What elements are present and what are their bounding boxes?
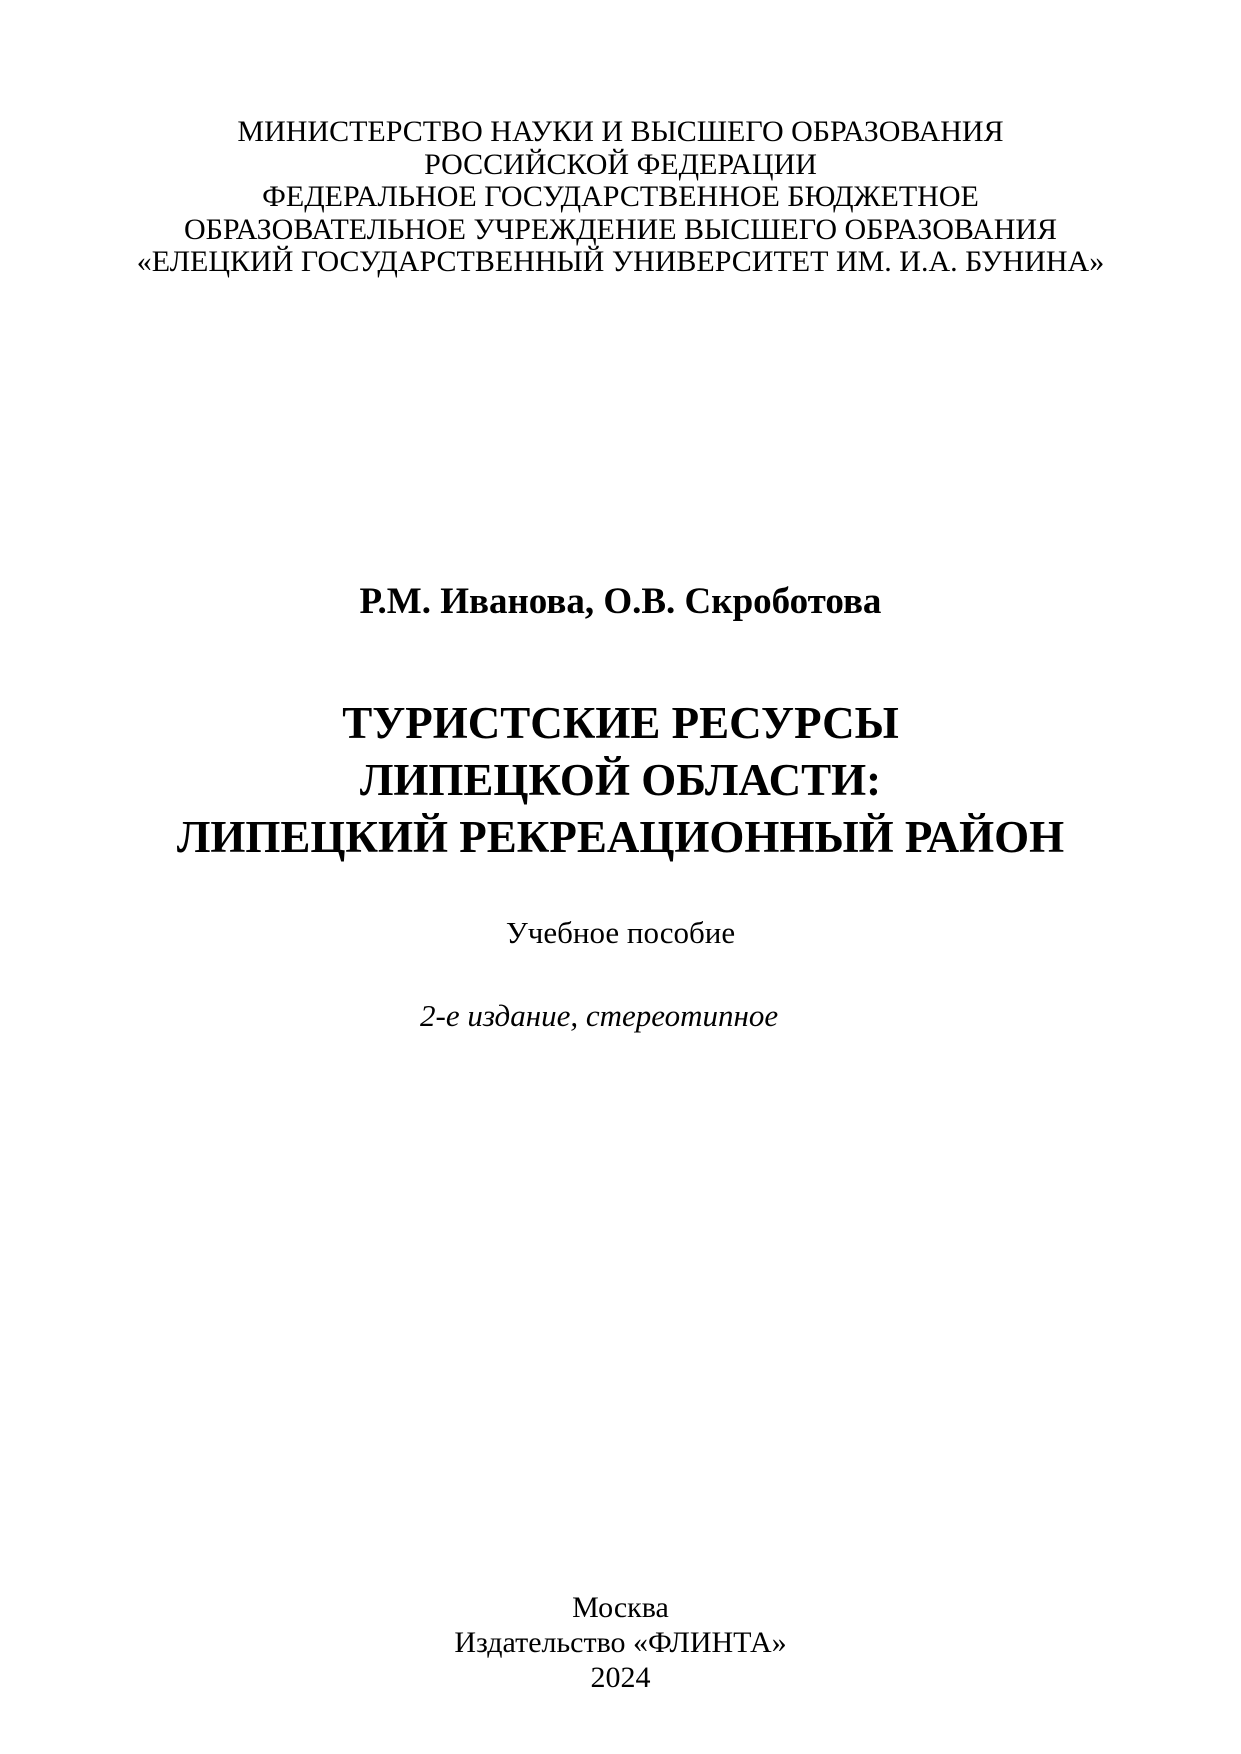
institution-category-line: ОБРАЗОВАТЕЛЬНОЕ УЧРЕЖДЕНИЕ ВЫСШЕГО ОБРАЗОВАНИЯ <box>183 212 1058 246</box>
authors: Р.М. Иванова, О.В. Скроботова <box>359 581 882 622</box>
imprint-city: Москва <box>572 1591 669 1624</box>
institution-header <box>0 116 1241 279</box>
imprint <box>0 1590 1241 1695</box>
title-line-2: ЛИПЕЦКОЙ ОБЛАСТИ: <box>359 755 882 805</box>
title-line-1: ТУРИСТСКИЕ РЕСУРСЫ <box>342 698 899 748</box>
ministry-line: МИНИСТЕРСТВО НАУКИ И ВЫСШЕГО ОБРАЗОВАНИЯ <box>237 115 1004 148</box>
title-line-3: ЛИПЕЦКИЙ РЕКРЕАЦИОННЫЙ РАЙОН <box>176 812 1065 862</box>
document-type: Учебное пособие <box>505 915 736 950</box>
institution-type-line: ФЕДЕРАЛЬНОЕ ГОСУДАРСТВЕННОЕ БЮДЖЕТНОЕ <box>262 180 979 213</box>
edition-note: 2-е издание, стереотипное <box>420 998 779 1033</box>
imprint-year: 2024 <box>590 1661 651 1694</box>
imprint-publisher: Издательство «ФЛИНТА» <box>454 1626 787 1659</box>
book-title <box>0 695 1241 866</box>
federation-line: РОССИЙСКОЙ ФЕДЕРАЦИИ <box>424 147 817 181</box>
university-name-line: «ЕЛЕЦКИЙ ГОСУДАРСТВЕННЫЙ УНИВЕРСИТЕТ ИМ. И.А. БУНИНА» <box>136 245 1105 278</box>
